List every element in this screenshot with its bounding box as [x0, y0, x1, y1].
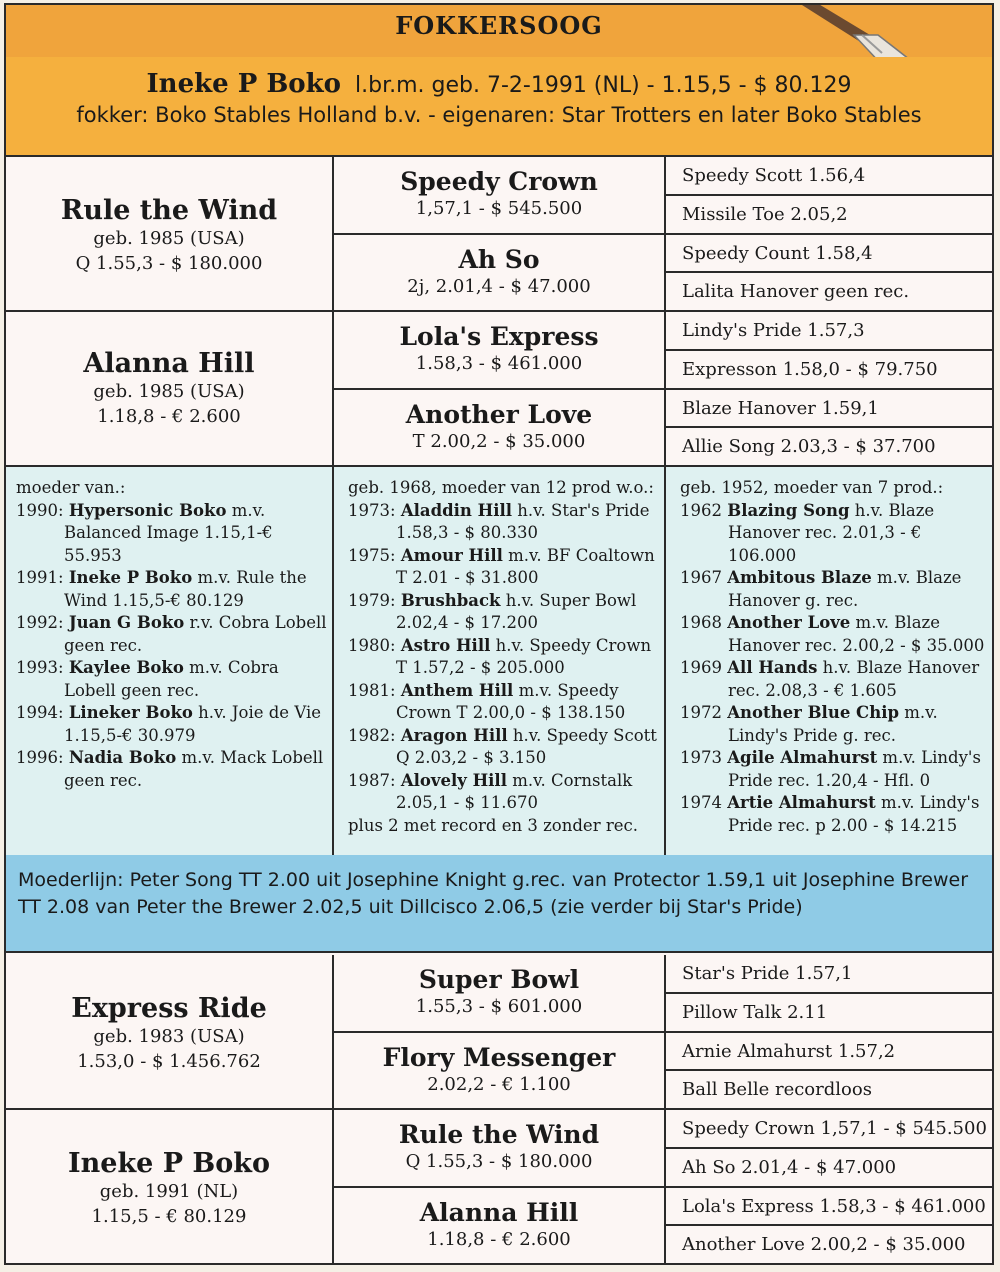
gen3-cell: Star's Pride 1.57,1: [666, 955, 992, 994]
dam-dam-cell: [334, 1188, 666, 1263]
gen3-cell: Speedy Crown 1,57,1 - $ 545.500: [666, 1110, 992, 1149]
dam-birth: geb. 1991 (NL): [99, 1181, 239, 1202]
progeny-year: 1967: [680, 568, 722, 587]
subject-name: Ineke P Boko: [146, 69, 341, 99]
progeny-year: 1993:: [16, 658, 64, 677]
dam-sire-name: Lola's Express: [399, 322, 599, 351]
dam-name: Alanna Hill: [83, 348, 255, 379]
progeny-year: 1979:: [348, 590, 396, 610]
dam-sire-cell: [334, 312, 666, 390]
sire-sire-cell: [334, 955, 666, 1033]
progeny-name: Aladdin Hill: [400, 500, 513, 520]
sire-dam-cell: [334, 1033, 666, 1110]
progeny-year: 1973: [680, 748, 722, 767]
progeny-entry: [680, 657, 992, 702]
progeny-year: 1991:: [16, 568, 64, 587]
sire-sire-cell: [334, 157, 666, 235]
subject-breeder-owners: fokker: Boko Stables Holland b.v. - eigenaren: Star Trotters en later Boko Stables: [76, 103, 922, 127]
progeny-year: 1987:: [348, 770, 396, 790]
progeny-name: Anthem Hill: [400, 680, 514, 700]
progeny-name: All Hands: [727, 658, 818, 677]
progeny-entry: [680, 747, 992, 792]
progeny-details: m.v. Lindy's Pride g. rec.: [728, 703, 938, 745]
progeny-details: m.v. BF Coaltown T 2.01 - $ 31.800: [396, 545, 655, 587]
sire-sire-name: Super Bowl: [418, 965, 580, 994]
dam-record: 1.18,8 - € 2.600: [97, 406, 241, 427]
progeny-entry: [348, 635, 664, 680]
dam-sire-record: Q 1.55,3 - $ 180.000: [405, 1151, 593, 1172]
dam-dam-name: Alanna Hill: [419, 1198, 579, 1227]
progeny-year: 1968: [680, 613, 722, 632]
progeny-name: Juan G Boko: [68, 613, 185, 632]
progeny-entry: [348, 545, 664, 590]
progeny-year: 1981:: [348, 680, 396, 700]
page-title: FOKKERSOOG: [395, 11, 603, 40]
sire-sire-record: 1,57,1 - $ 545.500: [415, 198, 583, 219]
progeny-details: m.v. Balanced Image 1.15,1-€ 55.953: [64, 500, 273, 565]
dam-sire-record: 1.58,3 - $ 461.000: [415, 353, 583, 374]
progeny-entry: [680, 612, 992, 657]
sire-dam-name: Flory Messenger: [382, 1043, 616, 1072]
progeny-name: Lineker Boko: [68, 703, 193, 722]
gen3-cell: Expresson 1.58,0 - $ 79.750: [666, 351, 992, 390]
gen3-cell: Missile Toe 2.05,2: [666, 196, 992, 235]
progeny-entry: [16, 500, 332, 568]
dam-sire-name: Rule the Wind: [398, 1120, 600, 1149]
progeny-name: Astro Hill: [400, 635, 491, 655]
progeny-details: h.v. Speedy Scott Q 2.03,2 - $ 3.150: [396, 725, 657, 767]
pedigree-bottom: [6, 955, 992, 1263]
progeny-details: m.v. Lindy's Pride rec. p 2.00 - $ 14.215: [728, 793, 980, 835]
sire-record: 1.53,0 - $ 1.456.762: [77, 1051, 261, 1072]
progeny-year: 1972: [680, 703, 722, 722]
gen3-cell: Lindy's Pride 1.57,3: [666, 312, 992, 351]
dam-birth: geb. 1985 (USA): [93, 381, 245, 402]
sire-birth: geb. 1985 (USA): [93, 228, 245, 249]
dam-cell: [6, 1110, 334, 1263]
progeny-col-1: [6, 467, 334, 855]
gen3-cell: Ball Belle recordloos: [666, 1071, 992, 1110]
sire-sire-name: Speedy Crown: [400, 167, 598, 196]
gen3-cell: Speedy Scott 1.56,4: [666, 157, 992, 196]
progeny-col-3-header: geb. 1952, moeder van 7 prod.:: [680, 478, 944, 497]
progeny-details: h.v. Speedy Crown T 1.57,2 - $ 205.000: [396, 635, 652, 677]
progeny-name: Kaylee Boko: [68, 658, 184, 677]
progeny-name: Blazing Song: [727, 500, 850, 520]
progeny-details: h.v. Star's Pride 1.58,3 - $ 80.330: [396, 500, 650, 542]
moederlijn-text: Moederlijn: Peter Song TT 2.00 uit Josephine Knight g.rec. van Protector 1.59,1 uit Josephine Brewer TT 2.08 van Peter the Brewer 2.02,5 uit Dillcisco 2.06,5 (zie verder bij Star's Pride): [6, 855, 992, 953]
gen3-cell: Pillow Talk 2.11: [666, 994, 992, 1033]
progeny-details: h.v. Blaze Hanover rec. 2.08,3 - € 1.605: [728, 658, 980, 700]
progeny-year: 1974: [680, 793, 722, 812]
progeny-entry: [16, 747, 332, 792]
progeny-name: Ambitous Blaze: [727, 568, 872, 587]
progeny-year: 1996:: [16, 748, 64, 767]
sire-dam-cell: [334, 235, 666, 312]
progeny-name: Ineke P Boko: [68, 568, 193, 587]
progeny-name: Hypersonic Boko: [68, 500, 227, 520]
progeny-col-2: [334, 467, 666, 855]
progeny-details: m.v. Cobra Lobell geen rec.: [64, 658, 279, 700]
progeny-year: 1962: [680, 500, 722, 520]
sire-cell: [6, 157, 334, 312]
dam-sire-cell: [334, 1110, 666, 1188]
pedigree-top: [6, 157, 992, 467]
sire-dam-record: 2j, 2.01,4 - $ 47.000: [407, 276, 591, 297]
gen3-cell: Lola's Express 1.58,3 - $ 461.000: [666, 1188, 992, 1226]
progeny-name: Agile Almahurst: [727, 748, 878, 767]
progeny-details: m.v. Blaze Hanover rec. 2.00,2 - $ 35.000: [728, 613, 985, 655]
dam-dam-record: 1.18,8 - € 2.600: [427, 1229, 571, 1250]
progeny-details: r.v. Cobra Lobell geen rec.: [64, 613, 327, 655]
dam-cell: [6, 312, 334, 467]
progeny-name: Alovely Hill: [400, 770, 507, 790]
gen3-cell: Lalita Hanover geen rec.: [666, 273, 992, 312]
gen3-cell: Ah So 2.01,4 - $ 47.000: [666, 1149, 992, 1188]
progeny-year: 1982:: [348, 725, 396, 745]
progeny-details: m.v. Blaze Hanover g. rec.: [728, 568, 962, 610]
progeny-year: 1975:: [348, 545, 396, 565]
progeny-entry: [348, 725, 664, 770]
gen3-cell: Blaze Hanover 1.59,1: [666, 390, 992, 428]
progeny-entry: [680, 792, 992, 837]
progeny-year: 1980:: [348, 635, 396, 655]
dam-dam-record: T 2.00,2 - $ 35.000: [412, 431, 586, 452]
sire-record: Q 1.55,3 - $ 180.000: [75, 253, 263, 274]
pedigree-page: [4, 3, 994, 1265]
subject-details: l.br.m. geb. 7-2-1991 (NL) - 1.15,5 - $ 80.129: [355, 73, 852, 98]
progeny-entry: [16, 567, 332, 612]
progeny-name: Another Blue Chip: [727, 703, 899, 722]
progeny-entry: [680, 500, 992, 568]
sire-dam-name: Ah So: [458, 245, 540, 274]
sire-sire-record: 1.55,3 - $ 601.000: [415, 996, 583, 1017]
progeny-name: Aragon Hill: [400, 725, 508, 745]
progeny-details: m.v. Cornstalk 2.05,1 - $ 11.670: [396, 770, 633, 812]
dam-record: 1.15,5 - € 80.129: [91, 1206, 247, 1227]
progeny-name: Another Love: [727, 613, 851, 632]
progeny-year: 1994:: [16, 703, 64, 722]
gen3-cell: Arnie Almahurst 1.57,2: [666, 1033, 992, 1071]
dam-dam-cell: [334, 390, 666, 467]
progeny-name: Nadia Boko: [68, 748, 177, 767]
progeny-section: [6, 467, 992, 857]
sire-name: Express Ride: [71, 993, 267, 1024]
progeny-col-2-header: geb. 1968, moeder van 12 prod w.o.:: [348, 478, 654, 497]
progeny-name: Amour Hill: [400, 545, 503, 565]
progeny-entry: [16, 657, 332, 702]
dam-name: Ineke P Boko: [68, 1148, 270, 1179]
progeny-year: 1969: [680, 658, 722, 677]
progeny-entry: [348, 680, 664, 725]
progeny-entry: [680, 567, 992, 612]
progeny-name: Brushback: [400, 590, 501, 610]
progeny-year: 1992:: [16, 613, 64, 632]
gen3-cell: Speedy Count 1.58,4: [666, 235, 992, 273]
gen3-cell: Allie Song 2.03,3 - $ 37.700: [666, 428, 992, 467]
sire-name: Rule the Wind: [60, 195, 278, 226]
progeny-details: h.v. Blaze Hanover rec. 2.01,3 - € 106.000: [728, 500, 935, 565]
progeny-entry: [348, 770, 664, 815]
progeny-entry: [680, 702, 992, 747]
progeny-entry: [348, 500, 664, 545]
progeny-details: m.v. Lindy's Pride rec. 1.20,4 - Hfl. 0: [728, 748, 981, 790]
progeny-col-3: [666, 467, 992, 855]
progeny-details: h.v. Super Bowl 2.02,4 - $ 17.200: [396, 590, 637, 632]
progeny-details: h.v. Joie de Vie 1.15,5-€ 30.979: [64, 703, 321, 745]
dam-dam-name: Another Love: [405, 400, 593, 429]
subject-header: [6, 57, 992, 157]
progeny-name: Artie Almahurst: [727, 793, 876, 812]
progeny-entry: [16, 702, 332, 747]
progeny-col-1-header: moeder van.:: [16, 478, 126, 497]
sire-birth: geb. 1983 (USA): [93, 1026, 245, 1047]
gen3-cell: Another Love 2.00,2 - $ 35.000: [682, 1234, 966, 1255]
progeny-entry: [16, 612, 332, 657]
progeny-entry: [348, 590, 664, 635]
sire-cell: [6, 955, 334, 1110]
progeny-year: 1990:: [16, 500, 64, 520]
progeny-details: m.v. Speedy Crown T 2.00,0 - $ 138.150: [396, 680, 626, 722]
sire-dam-record: 2.02,2 - € 1.100: [427, 1074, 571, 1095]
progeny-details: m.v. Mack Lobell geen rec.: [64, 748, 324, 790]
progeny-details: m.v. Rule the Wind 1.15,5-€ 80.129: [64, 568, 307, 610]
progeny-year: 1973:: [348, 500, 396, 520]
progeny-col-2-footer: plus 2 met record en 3 zonder rec.: [348, 815, 638, 835]
